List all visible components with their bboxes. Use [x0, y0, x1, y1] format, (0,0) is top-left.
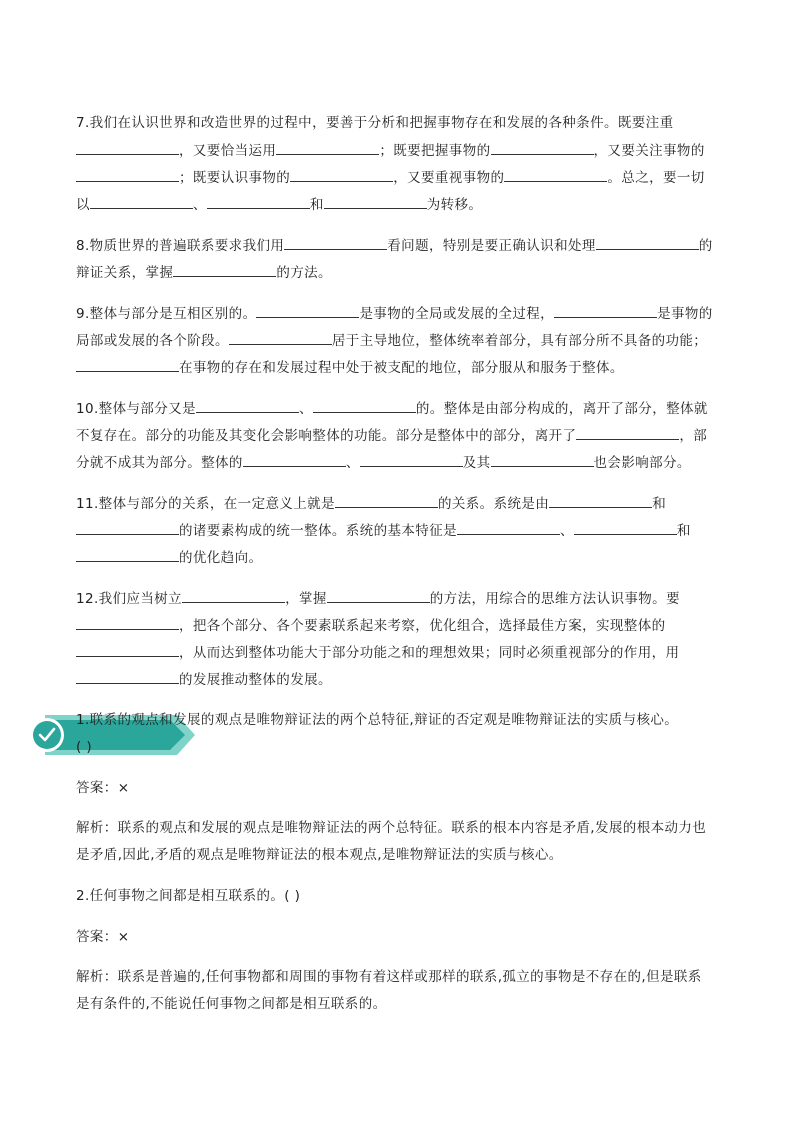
answer-blank[interactable] [504, 168, 607, 182]
q12-line-2: ，把各个部分、各个要素联系起来考察，优化组合，选择最佳方案，实现整体的 [76, 616, 666, 635]
answer-blank[interactable] [256, 304, 359, 318]
answer-blank[interactable] [90, 195, 193, 209]
answer-blank[interactable] [324, 195, 427, 209]
q12-line-4: 的发展推动整体的发展。 [76, 670, 332, 689]
answer-blank[interactable] [284, 236, 387, 250]
q10-line-2: 不复存在。部分的功能及其变化会影响整体的功能。部分是整体中的部分，离开了 ，部 [76, 428, 708, 444]
answer-blank[interactable] [574, 521, 677, 535]
judge-q2-analysis-2: 是有条件的,不能说任何事物之间都是相互联系的。 [76, 996, 387, 1012]
q10-line-1: 10.整体与部分又是 、 的。整体是由部分构成的，离开了部分，整体就 [76, 401, 708, 417]
q8-line-1: 8.物质世界的普遍联系要求我们用 看问题，特别是要正确认识和处理 的 [76, 238, 713, 254]
q10-line-3: 分就不成其为部分。整体的 、 及其 也会影响部分。 [76, 455, 691, 471]
answer-blank[interactable] [76, 548, 179, 562]
q12-line-3: ，从而达到整体功能大于部分功能之和的理想效果；同时必须重视部分的作用，用 [76, 643, 679, 662]
answer-blank[interactable] [182, 589, 285, 603]
answer-blank[interactable] [76, 643, 179, 657]
q7-line-3: ；既要认识事物的 ，又要重视事物的 。总之，要一切 [76, 168, 705, 187]
judge-q1-answer: 答案：× [76, 780, 130, 796]
q9-line-2: 局部或发展的各个阶段。 居于主导地位，整体统率着部分，具有部分所不具备的功能； [76, 333, 708, 349]
answer-blank[interactable] [276, 141, 379, 155]
judge-q1-analysis-2: 是矛盾,因此,矛盾的观点是唯物辩证法的根本观点,是唯物辩证法的实质与核心。 [76, 847, 563, 863]
q8-line-2: 辩证关系，掌握 的方法。 [76, 265, 332, 281]
answer-blank[interactable] [327, 589, 430, 603]
judge-q2-analysis-1: 解析：联系是普遍的,任何事物都和周围的事物有着这样或那样的联系,孤立的事物是不存在的,但是联系 [76, 969, 702, 985]
q11-line-3: 的优化趋向。 [76, 548, 262, 567]
answer-blank[interactable] [554, 304, 657, 318]
answer-blank[interactable] [196, 399, 299, 413]
answer-blank[interactable] [576, 426, 679, 440]
judge-q1-paren: ( ) [76, 739, 93, 755]
q12-line-1: 12.我们应当树立 ，掌握 的方法，用综合的思维方法认识事物。要 [76, 591, 680, 607]
answer-blank[interactable] [229, 331, 332, 345]
answer-blank[interactable] [76, 358, 179, 372]
q7-line-2: ，又要恰当运用 ；既要把握事物的 ，又要关注事物的 [76, 141, 705, 160]
answer-blank[interactable] [76, 521, 179, 535]
answer-blank[interactable] [360, 453, 463, 467]
answer-blank[interactable] [76, 616, 179, 630]
answer-blank[interactable] [76, 141, 179, 155]
answer-blank[interactable] [290, 168, 393, 182]
answer-blank[interactable] [207, 195, 310, 209]
answer-blank[interactable] [549, 494, 652, 508]
check-circle-icon [33, 721, 61, 749]
answer-blank[interactable] [491, 453, 594, 467]
q11-line-2: 的诸要素构成的统一整体。系统的基本特征是 、 和 [76, 521, 691, 540]
answer-blank[interactable] [76, 670, 179, 684]
judge-q1-line: 1.联系的观点和发展的观点是唯物辩证法的两个总特征,辩证的否定观是唯物辩证法的实质与核心。 [76, 712, 679, 728]
answer-blank[interactable] [491, 141, 594, 155]
answer-blank[interactable] [313, 399, 416, 413]
q7-line-1: 7.我们在认识世界和改造世界的过程中，要善于分析和把握事物存在和发展的各种条件。既要注重 [76, 115, 674, 131]
judge-q2-answer: 答案：× [76, 929, 130, 945]
answer-blank[interactable] [457, 521, 560, 535]
answer-blank[interactable] [173, 263, 276, 277]
q9-line-3: 在事物的存在和发展过程中处于被支配的地位，部分服从和服务于整体。 [76, 358, 624, 377]
answer-blank[interactable] [596, 236, 699, 250]
answer-blank[interactable] [335, 494, 438, 508]
judge-q1-analysis-1: 解析：联系的观点和发展的观点是唯物辩证法的两个总特征。联系的根本内容是矛盾,发展的根本动力也 [76, 820, 707, 836]
answer-blank[interactable] [76, 168, 179, 182]
q11-line-1: 11.整体与部分的关系，在一定意义上就是 的关系。系统是由 和 [76, 496, 667, 512]
q9-line-1: 9.整体与部分是互相区别的。 是事物的全局或发展的全过程， 是事物的 [76, 306, 713, 322]
judge-q2-line: 2.任何事物之间都是相互联系的。( ) [76, 888, 301, 904]
answer-blank[interactable] [243, 453, 346, 467]
q7-line-4: 以 、 和 为转移。 [76, 197, 483, 213]
